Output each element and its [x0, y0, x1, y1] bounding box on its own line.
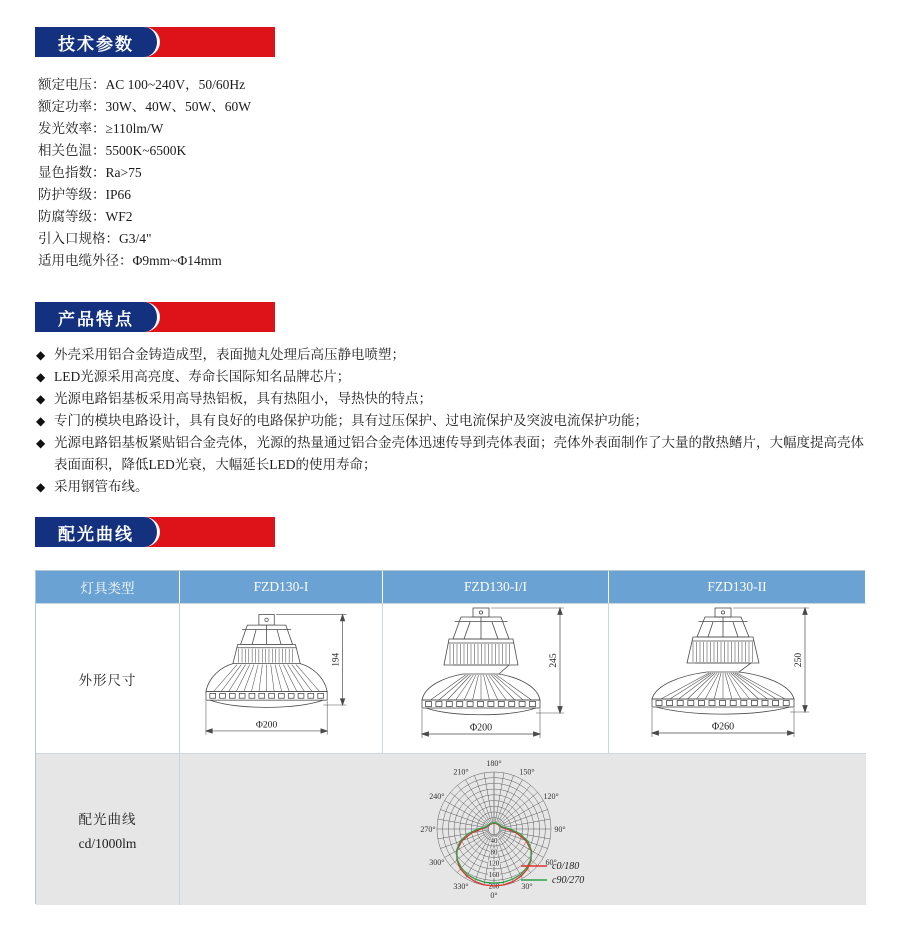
svg-text:60°: 60°: [545, 857, 557, 867]
svg-text:200: 200: [488, 882, 500, 890]
diamond-bullet-icon: ◆: [36, 348, 46, 362]
banner-red-bar: [145, 27, 275, 57]
svg-text:40: 40: [490, 836, 498, 845]
svg-text:30°: 30°: [521, 881, 533, 891]
svg-text:c0/180: c0/180: [552, 860, 580, 872]
feature-text: 光源电路铝基板采用高导热铝板，具有热阻小，导热快的特点；: [54, 391, 432, 406]
banner-red-bar: [145, 517, 275, 547]
feature-text: 采用钢管布线。: [54, 479, 149, 494]
lamp-drawing-fzd130-i-i: [391, 606, 601, 752]
svg-text:Φ200: Φ200: [469, 722, 492, 733]
svg-text:180°: 180°: [486, 758, 502, 768]
polar-chart-svg: [180, 755, 866, 905]
spec-line: 显色指数：Ra>75: [38, 165, 142, 180]
spec-line: 发光效率：≥110lm/W: [38, 121, 164, 136]
photometric-curve-cell: [180, 753, 866, 905]
spec-line: 防腐等级：WF2: [38, 209, 133, 224]
dimension-drawing-cell-2: [383, 603, 609, 753]
feature-item: [36, 476, 868, 498]
table-header-model-2: FZD130-I/I: [383, 571, 609, 603]
section-banner-tech-params: [35, 27, 275, 57]
diamond-bullet-icon: ◆: [36, 370, 46, 384]
spec-line: 防护等级：IP66: [38, 187, 132, 202]
spec-line: 相关色温：5500K~6500K: [38, 143, 187, 158]
dimension-drawing-cell-3: [609, 603, 866, 753]
section-title-text: 配光曲线: [58, 524, 134, 544]
feature-item: [36, 366, 868, 388]
feature-item: [36, 432, 868, 476]
svg-text:194: 194: [330, 652, 341, 667]
banner-red-bar: [145, 302, 275, 332]
spec-line: 引入口规格：G3/4": [38, 231, 152, 246]
feature-item: [36, 410, 868, 432]
svg-text:80: 80: [490, 847, 498, 856]
table-header-model-3: FZD130-II: [609, 571, 866, 603]
svg-text:90°: 90°: [554, 824, 566, 834]
feature-text: 光源电路铝基板紧贴铝合金壳体，光源的热量通过铝合金壳体迅速传导到壳体表面；壳体外表面制作了大量的散热鳍片，大幅度提高壳体表面面积，降低LED光衰，大幅延长LED的使用寿命；: [54, 435, 864, 472]
row-label-curve: [36, 753, 180, 905]
dimension-drawing-cell-1: [180, 603, 383, 753]
table-header-model-1: FZD130-I: [180, 571, 383, 603]
curve-label-line1: 配光曲线: [78, 811, 137, 827]
svg-text:Φ200: Φ200: [255, 719, 278, 731]
features-list: [36, 344, 868, 498]
diamond-bullet-icon: ◆: [36, 436, 46, 450]
spec-line: 适用电缆外径：Φ9mm~Φ14mm: [38, 253, 222, 268]
diamond-bullet-icon: ◆: [36, 414, 46, 428]
feature-text: 专门的模块电路设计，具有良好的电路保护功能；具有过压保护、过电流保护及突波电流保护功能；: [54, 413, 648, 428]
spec-line: 额定功率：30W、40W、50W、60W: [38, 99, 251, 114]
section-title-text: 技术参数: [58, 34, 134, 54]
diamond-bullet-icon: ◆: [36, 392, 46, 406]
svg-text:120°: 120°: [543, 791, 559, 801]
svg-text:210°: 210°: [453, 767, 469, 777]
lamp-drawing-fzd130-ii: [633, 606, 843, 752]
spec-table: [35, 570, 865, 904]
svg-text:240°: 240°: [429, 791, 445, 801]
table-header-lamp-type: 灯具类型: [36, 571, 180, 603]
svg-text:Φ260: Φ260: [711, 721, 734, 732]
svg-text:270°: 270°: [420, 824, 436, 834]
section-title-photometric: [35, 517, 160, 547]
curve-label-line2: cd/1000lm: [78, 835, 137, 851]
svg-text:160: 160: [488, 870, 500, 879]
lamp-drawing-fzd130-i: [180, 606, 382, 752]
section-title-features: [35, 302, 160, 332]
svg-text:150°: 150°: [519, 767, 535, 777]
section-title-tech-params: [35, 27, 160, 57]
feature-item: [36, 344, 868, 366]
feature-text: LED光源采用高亮度、寿命长国际知名品牌芯片；: [54, 369, 351, 384]
section-banner-features: [35, 302, 275, 332]
row-label-dimensions: 外形尺寸: [36, 603, 180, 753]
feature-item: [36, 388, 868, 410]
tech-params-list: [38, 74, 598, 272]
section-banner-photometric: [35, 517, 275, 547]
svg-text:250: 250: [793, 652, 804, 667]
feature-text: 外壳采用铝合金铸造成型，表面抛丸处理后高压静电喷塑；: [54, 347, 405, 362]
svg-text:0°: 0°: [490, 890, 498, 900]
svg-text:245: 245: [548, 652, 559, 668]
svg-text:120: 120: [488, 859, 500, 868]
svg-text:c90/270: c90/270: [552, 874, 585, 886]
section-title-text: 产品特点: [58, 309, 134, 329]
diamond-bullet-icon: ◆: [36, 480, 46, 494]
svg-text:330°: 330°: [453, 881, 469, 891]
svg-text:300°: 300°: [429, 857, 445, 867]
spec-line: 额定电压：AC 100~240V，50/60Hz: [38, 77, 246, 92]
